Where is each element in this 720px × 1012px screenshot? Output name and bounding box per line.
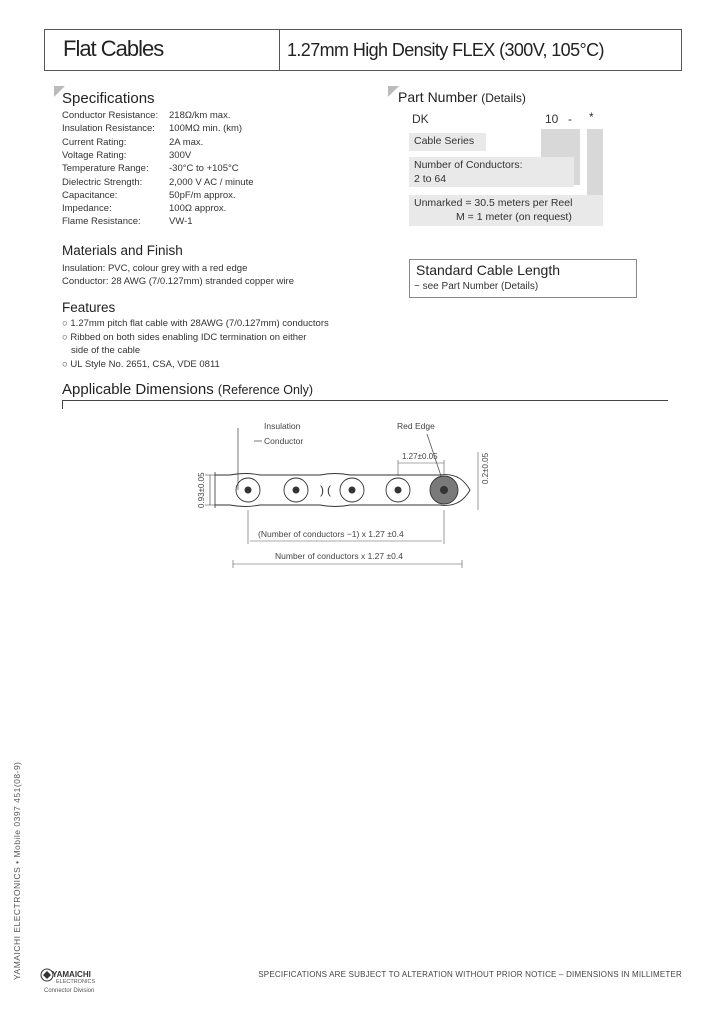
conductors-range: 2 to 64 xyxy=(414,173,447,185)
break-mark: ) xyxy=(320,483,324,497)
connector-line xyxy=(541,129,563,157)
spec-label: Flame Resistance: xyxy=(62,216,141,228)
feature-text: UL Style No. 2651, CSA, VDE 0811 xyxy=(70,359,220,370)
feature-text: Ribbed on both sides enabling IDC termination on either xyxy=(70,332,307,343)
spec-label: Capacitance: xyxy=(62,189,118,201)
insulation-label: Insulation xyxy=(264,421,301,431)
code-mid: 10 xyxy=(545,112,559,126)
header-divider xyxy=(279,30,280,70)
width-label: Number of conductors x 1.27 ±0.4 xyxy=(275,551,403,561)
code-suffix: * xyxy=(589,110,594,124)
footer-notice: SPECIFICATIONS ARE SUBJECT TO ALTERATION WITHOUT PRIOR NOTICE – DIMENSIONS IN MILLIMETER xyxy=(258,970,682,979)
part-number-title-text: Part Number xyxy=(398,89,478,105)
dimensions-title xyxy=(62,381,313,398)
spec-value: 50pF/m approx. xyxy=(169,189,236,201)
thickness-label: 0.93±0.05 xyxy=(197,472,206,508)
spec-value: 300V xyxy=(169,149,192,161)
part-number-title-suffix: (Details) xyxy=(481,91,526,105)
break-mark: ( xyxy=(327,483,331,497)
standard-length-title: Standard Cable Length xyxy=(416,262,560,278)
feature-text: 1.27mm pitch flat cable with 28AWG (7/0.127mm) conductors xyxy=(70,318,329,329)
spec-label: Voltage Rating: xyxy=(62,149,127,161)
spec-label: Temperature Range: xyxy=(62,163,149,175)
feature-item: ○ Ribbed on both sides enabling IDC termination on either xyxy=(62,332,307,343)
conductor-dot xyxy=(293,487,300,494)
dimensions-rule xyxy=(62,400,668,401)
span-label: (Number of conductors −1) x 1.27 ±0.4 xyxy=(258,529,404,539)
feature-item: ○ 1.27mm pitch flat cable with 28AWG (7/0.127mm) conductors xyxy=(62,318,329,329)
company-logo-sub: ELECTRONICS xyxy=(56,979,96,985)
rib-label: 0.2±0.05 xyxy=(481,452,490,484)
spec-value: 218Ω/km max. xyxy=(169,110,231,121)
pitch-label: 1.27±0.05 xyxy=(402,452,438,461)
spec-label: Conductor Resistance: xyxy=(62,110,159,121)
cable-series-box xyxy=(409,133,486,151)
side-footer-text: YAMAICHI ELECTRONICS • Mobile 0397 451(08-9) xyxy=(12,761,22,980)
code-prefix: DK xyxy=(412,112,429,126)
cable-cross-section-drawing xyxy=(0,410,720,580)
feature-item: ○ UL Style No. 2651, CSA, VDE 0811 xyxy=(62,359,220,370)
code-dash: - xyxy=(568,112,572,126)
materials-title: Materials and Finish xyxy=(62,243,183,258)
unmarked-text: Unmarked = 30.5 meters per Reel xyxy=(414,197,573,209)
materials-line: Insulation: PVC, colour grey with a red edge xyxy=(62,263,248,274)
red-edge-label: Red Edge xyxy=(397,421,435,431)
spec-label: Dielectric Strength: xyxy=(62,176,143,188)
features-title: Features xyxy=(62,300,116,315)
spec-value: 2A max. xyxy=(169,136,204,148)
conductor-dot xyxy=(395,487,402,494)
materials-line: Conductor: 28 AWG (7/0.127mm) stranded copper wire xyxy=(62,276,294,287)
spec-label: Current Rating: xyxy=(62,136,127,148)
standard-length-box xyxy=(409,259,637,298)
spec-label: Insulation Resistance: xyxy=(62,123,155,135)
specifications-title: Specifications xyxy=(62,90,155,107)
feature-item: side of the cable xyxy=(71,345,141,356)
standard-length-note: ~ see Part Number (Details) xyxy=(414,281,539,292)
dimensions-title-text: Applicable Dimensions xyxy=(62,381,214,398)
conductor-dot xyxy=(440,486,448,494)
part-number-title xyxy=(398,89,526,105)
header-box xyxy=(44,29,682,71)
spec-label: Impedance: xyxy=(62,203,112,215)
category-title: Flat Cables xyxy=(63,36,164,61)
m-marked-text: M = 1 meter (on request) xyxy=(456,211,572,223)
cable-series-label: Cable Series xyxy=(414,135,475,147)
conductor-label: Conductor xyxy=(264,436,304,446)
dimensions-title-suffix: (Reference Only) xyxy=(217,383,314,397)
spec-value: 100MΩ min. (km) xyxy=(169,123,243,135)
spec-value: VW-1 xyxy=(169,216,193,228)
dimensions-rule-tick xyxy=(62,400,63,409)
reel-box xyxy=(409,195,603,226)
conductor-dot xyxy=(245,487,252,494)
spec-value: -30°C to +105°C xyxy=(169,163,239,175)
spec-value: 100Ω approx. xyxy=(169,203,227,215)
connector-line xyxy=(587,129,603,203)
spec-value: 2,000 V AC / minute xyxy=(169,176,254,188)
company-logo-text: YAMAICHI xyxy=(52,970,91,979)
conductor-dot xyxy=(349,487,356,494)
conductors-box xyxy=(409,157,574,187)
conductors-label: Number of Conductors: xyxy=(414,159,523,171)
product-title: 1.27mm High Density FLEX (300V, 105°C) xyxy=(287,40,604,60)
company-division: Connector Division xyxy=(44,988,95,994)
